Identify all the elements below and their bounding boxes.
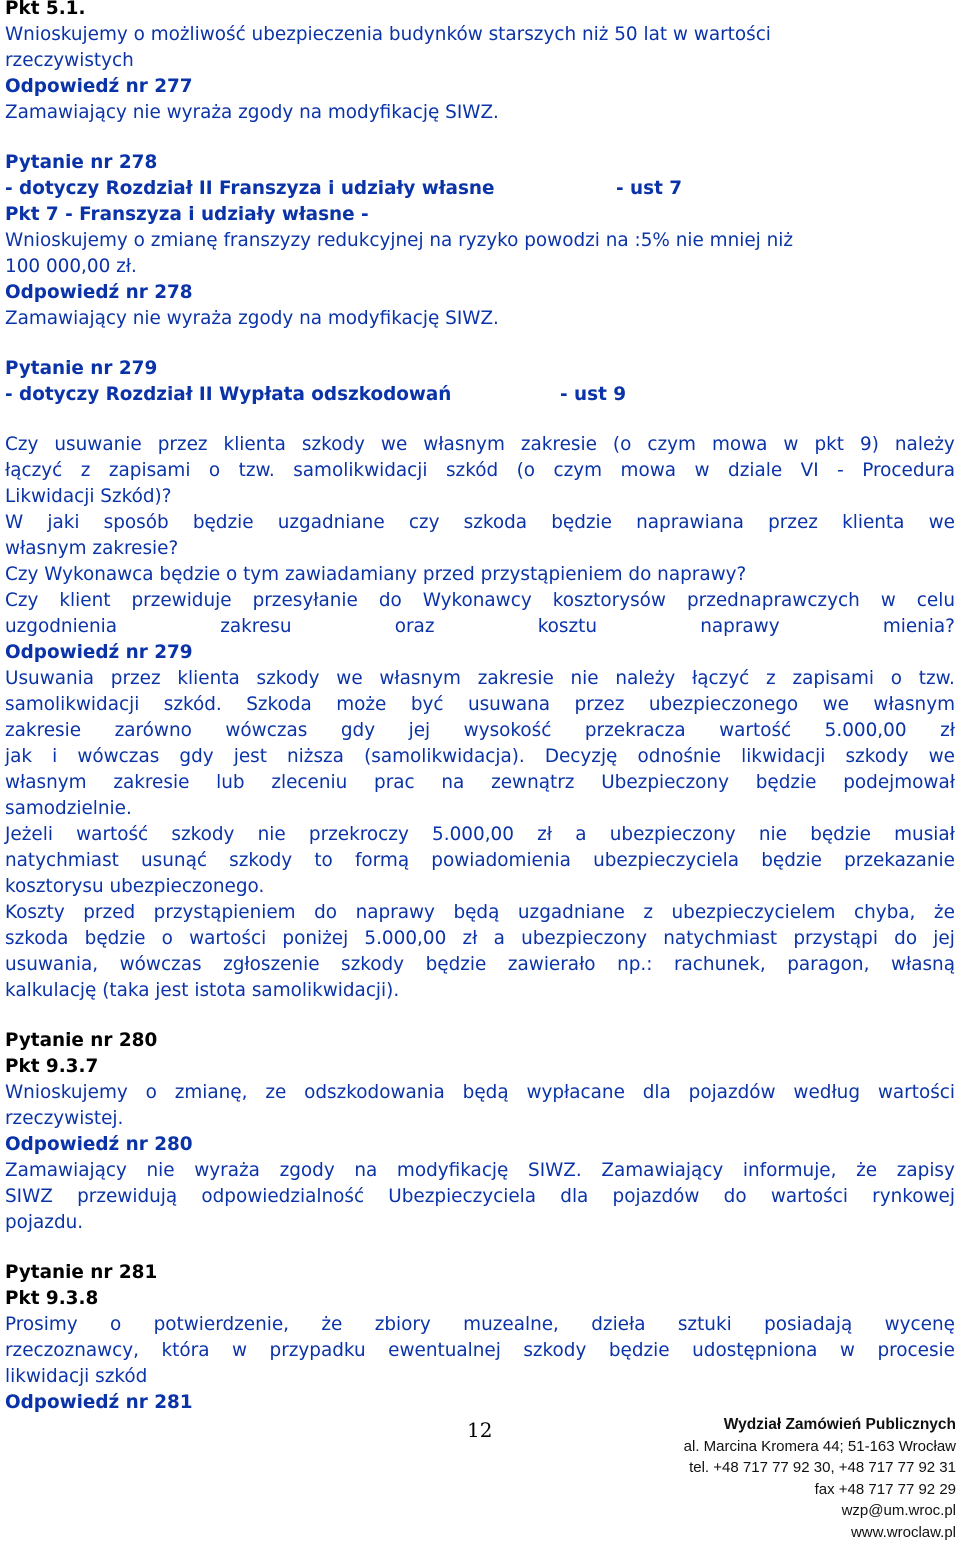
answer-heading: Odpowiedź nr 278	[5, 280, 955, 306]
paragraph-line: samolikwidacji szkód. Szkoda może być usuwana przez ubezpieczonego we własnym	[5, 692, 955, 718]
page-number: 12	[467, 1418, 492, 1442]
paragraph-line: natychmiast usunąć szkody to formą powiadomienia ubezpieczyciela będzie przekazanie	[5, 848, 955, 874]
paragraph-line: łączyć z zapisami o tzw. samolikwidacji szkód (o czym mowa w dziale VI - Procedura	[5, 458, 955, 484]
paragraph-line: jak i wówczas gdy jest niższa (samolikwidacja). Decyzję odnośnie likwidacji szkody we	[5, 744, 955, 770]
paragraph-line: Usuwania przez klienta szkody we własnym zakresie nie należy łączyć z zapisami o tzw.	[5, 666, 955, 692]
question-heading: Pytanie nr 279	[5, 356, 955, 382]
paragraph-line: rzeczoznawcy, która w przypadku ewentualnej szkody będzie udostępniona w procesie	[5, 1338, 955, 1364]
question-heading: Pytanie nr 281	[5, 1260, 955, 1286]
paragraph-line: Koszty przed przystąpieniem do naprawy będą uzgadniane z ubezpieczycielem chyba, że	[5, 900, 955, 926]
answer-heading: Odpowiedź nr 279	[5, 640, 955, 666]
footer-contact	[684, 1414, 956, 1543]
question-topic-ust: - ust 9	[560, 382, 626, 408]
paragraph-line: Wnioskujemy o możliwość ubezpieczenia budynków starszych niż 50 lat w wartości	[5, 22, 955, 48]
paragraph-line: własnym zakresie lub zleceniu prac na zewnątrz Ubezpieczony będzie podejmował	[5, 770, 955, 796]
paragraph-line: SIWZ przewidują odpowiedzialność Ubezpieczyciela dla pojazdów do wartości rynkowej	[5, 1184, 955, 1210]
paragraph-line: Wnioskujemy o zmianę franszyzy redukcyjnej na ryzyko powodzi na :5% nie mniej niż	[5, 228, 955, 254]
answer-heading: Odpowiedź nr 277	[5, 74, 955, 100]
paragraph-line: własnym zakresie?	[5, 536, 955, 562]
question-topic-ust: - ust 7	[616, 176, 682, 202]
paragraph-line: zakresie zarówno wówczas gdy jej wysokość przekracza wartość 5.000,00 zł	[5, 718, 955, 744]
paragraph-line: Wnioskujemy o zmianę, ze odszkodowania będą wypłacane dla pojazdów według wartości	[5, 1080, 955, 1106]
paragraph-line: rzeczywistych	[5, 48, 955, 74]
question-topic: Pkt 9.3.7	[5, 1054, 955, 1080]
footer-email: wzp@um.wroc.pl	[684, 1500, 956, 1522]
footer-website: www.wroclaw.pl	[684, 1522, 956, 1543]
paragraph-line: szkoda będzie o wartości poniżej 5.000,00 zł a ubezpieczony natychmiast przystąpi do jej	[5, 926, 955, 952]
question-topic-text: - dotyczy Rozdział II Franszyza i udziały własne	[5, 178, 494, 199]
paragraph-line: Zamawiający nie wyraża zgody na modyfikację SIWZ.	[5, 306, 955, 332]
answer-heading: Odpowiedź nr 280	[5, 1132, 955, 1158]
paragraph-line: Czy Wykonawca będzie o tym zawiadamiany przed przystąpieniem do naprawy?	[5, 562, 955, 588]
paragraph-line: Czy klient przewiduje przesyłanie do Wykonawcy kosztorysów przednaprawczych w celu	[5, 588, 955, 614]
footer-department: Wydział Zamówień Publicznych	[684, 1414, 956, 1436]
question-topic: Pkt 9.3.8	[5, 1286, 955, 1312]
paragraph-line: rzeczywistej.	[5, 1106, 955, 1132]
question-heading: Pytanie nr 278	[5, 150, 955, 176]
paragraph-line: samodzielnie.	[5, 796, 955, 822]
paragraph-line: usuwania, wówczas zgłoszenie szkody będzie zawierało np.: rachunek, paragon, własną	[5, 952, 955, 978]
footer-address: al. Marcina Kromera 44; 51-163 Wrocław	[684, 1436, 956, 1458]
footer-fax: fax +48 717 77 92 29	[684, 1479, 956, 1501]
footer-phone: tel. +48 717 77 92 30, +48 717 77 92 31	[684, 1457, 956, 1479]
question-topic	[5, 176, 955, 202]
paragraph-line: kalkulację (taka jest istota samolikwidacji).	[5, 978, 955, 1004]
paragraph-line: Prosimy o potwierdzenie, że zbiory muzealne, dzieła sztuki posiadają wycenę	[5, 1312, 955, 1338]
paragraph-line: Jeżeli wartość szkody nie przekroczy 5.000,00 zł a ubezpieczony nie będzie musiał	[5, 822, 955, 848]
paragraph-line: Czy usuwanie przez klienta szkody we własnym zakresie (o czym mowa w pkt 9) należy	[5, 432, 955, 458]
paragraph-line: Zamawiający nie wyraża zgody na modyfikację SIWZ. Zamawiający informuje, że zapisy	[5, 1158, 955, 1184]
paragraph-line: kosztorysu ubezpieczonego.	[5, 874, 955, 900]
question-heading: Pytanie nr 280	[5, 1028, 955, 1054]
paragraph-line: 100 000,00 zł.	[5, 254, 955, 280]
paragraph-line: W jaki sposób będzie uzgadniane czy szkoda będzie naprawiana przez klienta we	[5, 510, 955, 536]
question-topic-text: - dotyczy Rozdział II Wypłata odszkodowań	[5, 384, 451, 405]
paragraph-line: uzgodnienia zakresu oraz kosztu naprawy mienia?	[5, 614, 955, 640]
paragraph-line: Zamawiający nie wyraża zgody na modyfikację SIWZ.	[5, 100, 955, 126]
paragraph-line: likwidacji szkód	[5, 1364, 955, 1390]
answer-heading: Odpowiedź nr 281	[5, 1390, 955, 1416]
section-heading: Pkt 5.1.	[5, 0, 955, 22]
paragraph-line: pojazdu.	[5, 1210, 955, 1236]
paragraph-line: Likwidacji Szkód)?	[5, 484, 955, 510]
question-topic	[5, 382, 955, 408]
question-topic: Pkt 7 - Franszyza i udziały własne -	[5, 202, 955, 228]
